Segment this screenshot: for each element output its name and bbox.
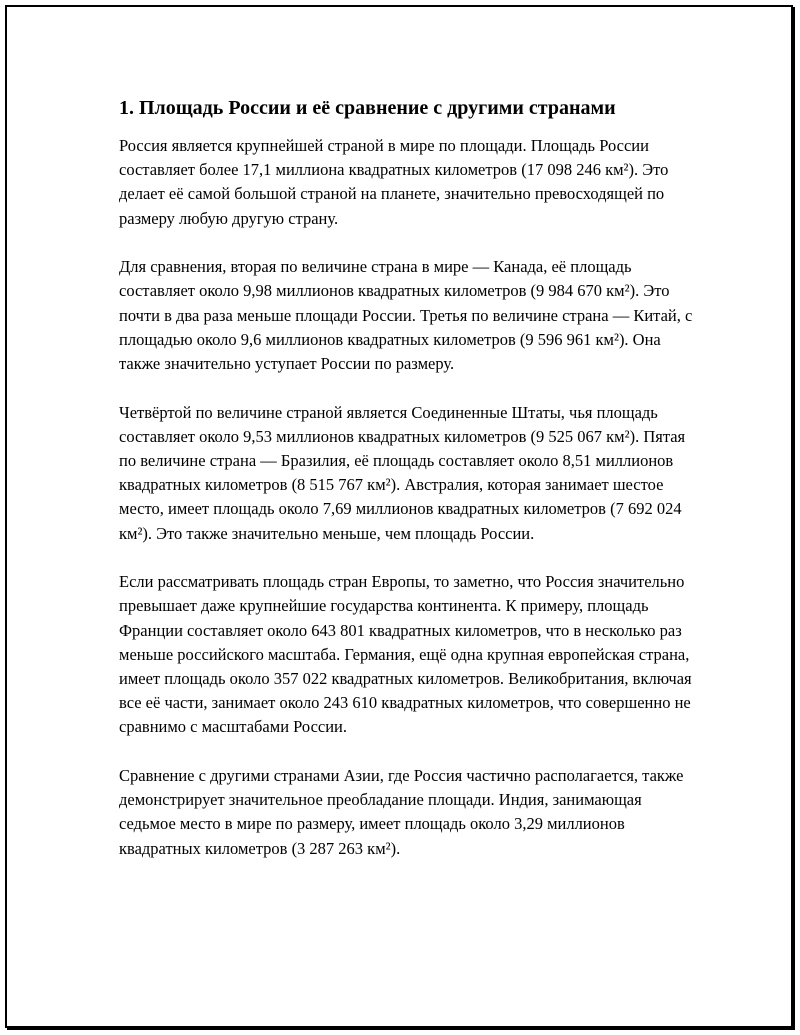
paragraph: Сравнение с другими странами Азии, где Россия частично располагается, также демонстрирует значительное преобладание площади. Индия, занимающая седьмое место в мире по размеру, имеет площадь около 3,29 миллионов квадратных километров (3 287 263 км²).: [119, 766, 684, 858]
section-heading: 1. Площадь России и её сравнение с другими странами: [119, 97, 616, 119]
paragraph: Четвёртой по величине страной является Соединенные Штаты, чья площадь составляет около 9,53 миллионов квадратных километров (9 525 067 км²). Пятая по величине страна — Бразилия, её площадь составляет около 8,51 миллионов квадратных километров (8 515 767 км²). Австралия, которая занимает шестое место, имеет площадь около 7,69 миллионов квадратных километров (7 692 024 км²). Это также значительно меньше, чем площадь России.: [119, 402, 686, 543]
paragraph: Если рассматривать площадь стран Европы, то заметно, что Россия значительно превышает даже крупнейшие государства континента. К примеру, площадь Франции составляет около 643 801 квадратных километров, что в несколько раз меньше российского масштаба. Германия, ещё одна крупная европейская страна, имеет площадь около 357 022 квадратных километров. Великобритания, включая все её части, занимает около 243 610 квадратных километров, что совершенно не сравнимо с масштабами России.: [119, 572, 692, 737]
paragraph: Россия является крупнейшей страной в мире по площади. Площадь России составляет более 17,1 миллиона квадратных километров (17 098 246 км²). Это делает её самой большой страной на планете, значительно превосходящей по размеру любую другую страну.: [119, 136, 669, 228]
document-page: [5, 5, 793, 1028]
document-body: [119, 95, 699, 885]
paragraph: Для сравнения, вторая по величине страна в мире — Канада, её площадь составляет около 9,98 миллионов квадратных километров (9 984 670 км²). Это почти в два раза меньше площади России. Третья по величине страна — Китай, с площадью около 9,6 миллионов квадратных километров (9 596 961 км²). Она также значительно уступает России по размеру.: [119, 257, 693, 374]
